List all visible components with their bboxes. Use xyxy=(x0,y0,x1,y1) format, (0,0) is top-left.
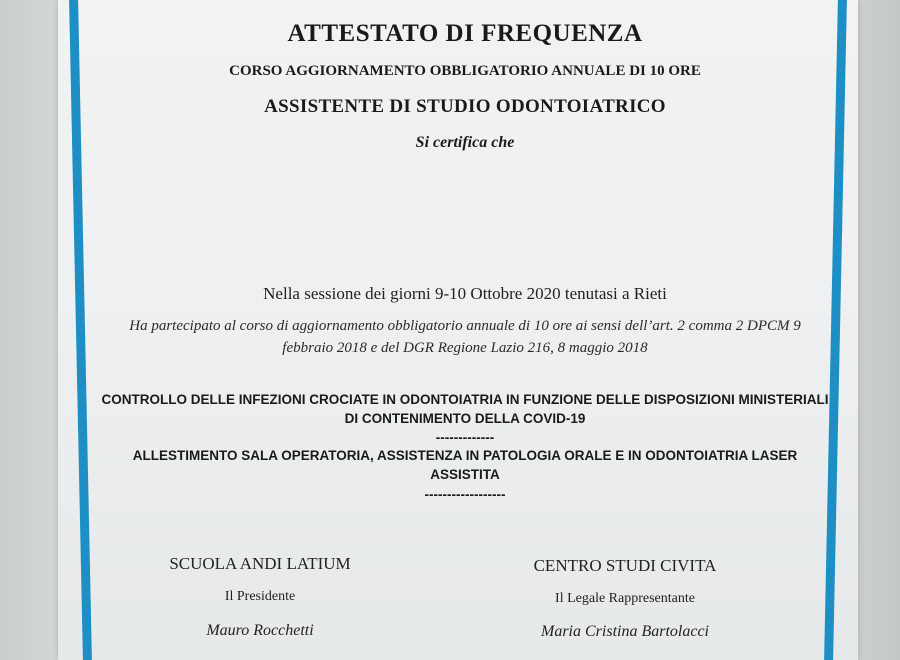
topic-1: CONTROLLO DELLE INFEZIONI CROCIATE IN ODONTOIATRIA IN FUNZIONE DELLE DISPOSIZIONI MINISTERIALI DI CONTENIMENTO DELLA COVID-19 xyxy=(101,392,829,426)
certify-line: Si certifica che xyxy=(415,134,515,151)
right-signatory-name: Maria Cristina Bartolacci xyxy=(541,623,709,640)
right-organization: CENTRO STUDI CIVITA xyxy=(533,556,717,575)
participation-text: Ha partecipato al corso di aggiornamento obbligatorio annuale di 10 ore ai sensi dell’art. 2 comma 2 DPCM 9 febbraio 2018 e del DGR Regione Lazio 216, 8 maggio 2018 xyxy=(129,318,801,356)
role-line: ASSISTENTE DI STUDIO ODONTOIATRICO xyxy=(264,96,666,117)
right-role: Il Legale Rappresentante xyxy=(555,591,695,606)
session-line: Nella sessione dei giorni 9-10 Ottobre 2020 tenutasi a Rieti xyxy=(263,284,667,303)
left-signatory-name: Mauro Rocchetti xyxy=(206,622,314,639)
left-organization: SCUOLA ANDI LATIUM xyxy=(169,554,351,573)
separator-2: ------------------ xyxy=(424,487,506,502)
course-line: CORSO AGGIORNAMENTO OBBLIGATORIO ANNUALE DI 10 ORE xyxy=(229,63,701,79)
certificate-title: ATTESTATO DI FREQUENZA xyxy=(287,20,643,47)
separator-1: ------------- xyxy=(435,430,495,445)
left-role: Il Presidente xyxy=(224,589,296,604)
topic-2: ALLESTIMENTO SALA OPERATORIA, ASSISTENZA IN PATOLOGIA ORALE E IN ODONTOIATRIA LASER ASSISTITA xyxy=(132,448,798,482)
